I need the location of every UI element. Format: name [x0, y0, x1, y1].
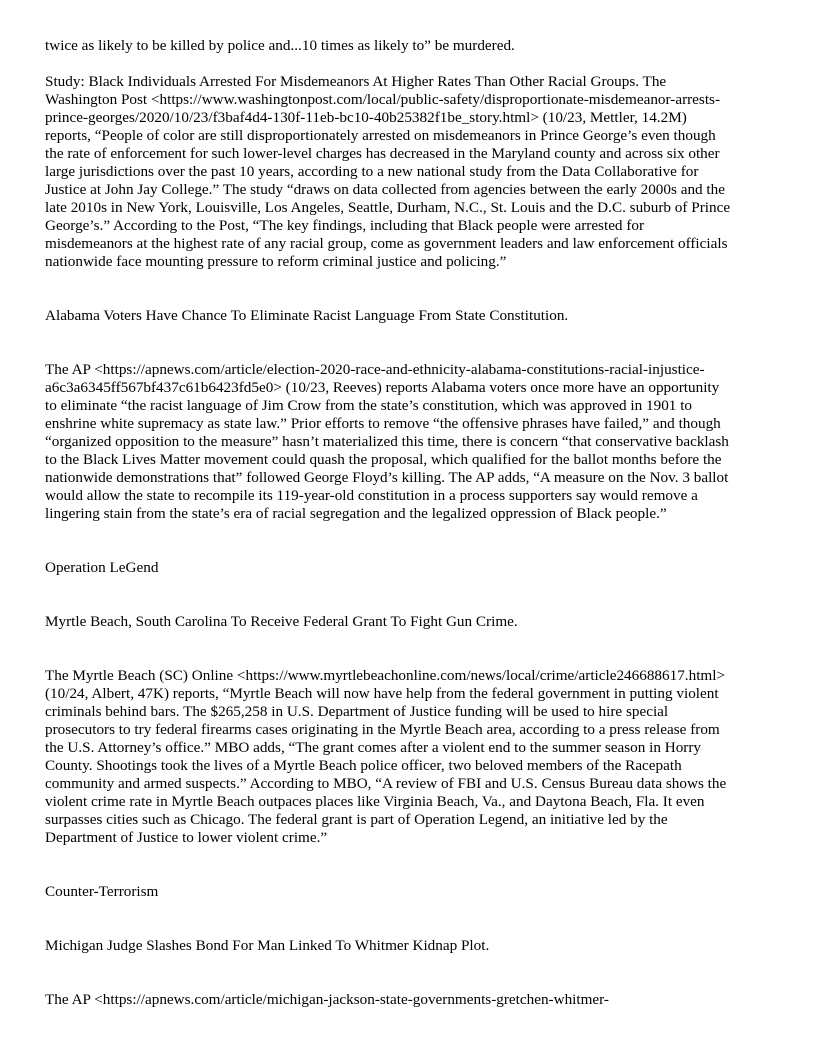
- paragraph-myrtle-beach-grant: The Myrtle Beach (SC) Online <https://www.myrtlebeachonline.com/news/local/crime/article246688617.html> (10/24, Albert, 47K) reports, “Myrtle Beach will now have help from the federal government in putting violent criminals behind bars. The $265,258 in U.S. Department of Justice funding will be used to hire special prosecutors to try federal firearms cases originating in the Myrtle Beach area, according to a press release from the U.S. Attorney’s office.” MBO adds, “The grant comes after a violent end to the summer season in Horry County. Shootings took the lives of a Myrtle Beach police officer, two beloved members of the Racepath community and armed suspects.” According to MBO, “A review of FBI and U.S. Census Bureau data shows the violent crime rate in Myrtle Beach outpaces places like Virginia Beach, Va., and Daytona Beach, Fla. It even surpasses cities such as Chicago. The federal grant is part of Operation Legend, an initiative led by the Department of Justice to lower violent crime.”: [45, 667, 727, 846]
- paragraph-continuation: twice as likely to be killed by police and...10 times as likely to” be murdered.: [45, 37, 515, 54]
- headline-whitmer-kidnap-plot: Michigan Judge Slashes Bond For Man Linked To Whitmer Kidnap Plot.: [45, 937, 490, 954]
- paragraph-misdemeanor-study: Study: Black Individuals Arrested For Misdemeanors At Higher Rates Than Other Racial Groups. The Washington Post <https://www.washingtonpost.com/local/public-safety/disproportionate-misdemeanor-arrests- prince-georges/2020/10/23/f3baf4d4-130f-11eb-bc10-40b25382f1be_story.html> (10/23, Mettler, 14.2M) reports, “People of color are still disproportionately arrested on misdemeanors in Prince George’s even though the rate of enforcement for such lower-level charges has decreased in the Maryland county and across six other large jurisdictions over the past 10 years, according to a new national study from the Data Collaborative for Justice at John Jay College.” The study “draws on data collected from agencies between the early 2000s and the late 2010s in New York, Louisville, Los Angeles, Seattle, Durham, N.C., St. Louis and the D.C. suburb of Prince George’s.” According to the Post, “The key findings, including that Black people were arrested for misdemeanors at the highest rate of any racial group, come as government leaders and law enforcement officials nationwide face mounting pressure to reform criminal justice and policing.”: [45, 73, 731, 270]
- section-title-operation-legend: Operation LeGend: [45, 559, 159, 576]
- paragraph-whitmer-kidnap-plot: The AP <https://apnews.com/article/michigan-jackson-state-governments-gretchen-whitmer-: [45, 991, 609, 1008]
- section-title-counter-terrorism: Counter-Terrorism: [45, 883, 159, 900]
- headline-myrtle-beach-grant: Myrtle Beach, South Carolina To Receive Federal Grant To Fight Gun Crime.: [45, 613, 518, 630]
- paragraph-alabama-constitution: The AP <https://apnews.com/article/election-2020-race-and-ethnicity-alabama-constitutions-racial-injustice- a6c3a6345ff567bf437c61b6423fd5e0> (10/23, Reeves) reports Alabama voters once more have an opportunity to eliminate “the racist language of Jim Crow from the state’s constitution, which was approved in 1901 to enshrine white supremacy as state law.” Prior efforts to remove “the offensive phrases have failed,” and though “organized opposition to the measure” hasn’t materialized this time, there is concern “that conservative backlash to the Black Lives Matter movement could quash the proposal, which qualified for the ballot months before the nationwide demonstrations that” followed George Floyd’s killing. The AP adds, “A measure on the Nov. 3 ballot would allow the state to recompile its 119-year-old constitution in a process supporters say would remove a lingering stain from the state’s era of racial segregation and the legalized oppression of Black people.”: [45, 361, 729, 522]
- headline-alabama-constitution: Alabama Voters Have Chance To Eliminate Racist Language From State Constitution.: [45, 307, 569, 324]
